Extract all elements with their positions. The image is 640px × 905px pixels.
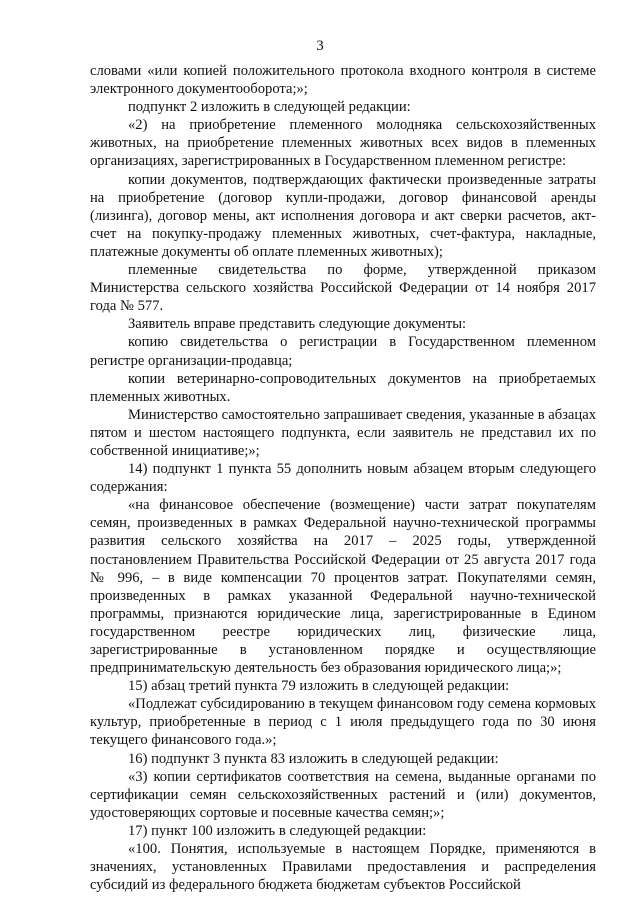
paragraph: «на финансовое обеспечение (возмещение) части затрат покупателям семян, произведенных в рамках Федеральной научно-технической программы развития сельского хозяйства на 2017 – 2025 годы, утвержденной постановлением Правительства Российской Федерации от 25 августа 2017 года № 996, – в виде компенсации 70 процентов затрат. Покупателями семян, произведенных в рамках указанной Федеральной научно-технической программы, признаются юридические лица, зарегистрированные в Едином государственном реестре юридических лиц, физические лица, зарегистрированные в установленном порядке и осуществляющие предпринимательскую деятельность без образования юридического лица;»;: [90, 497, 596, 677]
paragraph: «Подлежат субсидированию в текущем финансовом году семена кормовых культур, приобретенные в период с 1 июля предыдущего года по 30 июня текущего финансового года.»;: [90, 696, 596, 749]
paragraph: 16) подпункт 3 пункта 83 изложить в следующей редакции:: [128, 750, 499, 767]
document-body: [90, 62, 596, 894]
paragraph: «2) на приобретение племенного молодняка сельскохозяйственных животных, на приобретение племенных животных всех видов в племенных организациях, зарегистрированных в Государственном племенном регистре:: [90, 117, 596, 170]
paragraph: Заявитель вправе представить следующие документы:: [128, 316, 467, 333]
paragraph: 17) пункт 100 изложить в следующей редакции:: [128, 822, 427, 839]
page-number: 3: [316, 38, 324, 54]
paragraph: племенные свидетельства по форме, утвержденной приказом Министерства сельского хозяйства Российской Федерации от 14 ноября 2017 года № 577.: [90, 262, 596, 315]
paragraph: копии документов, подтверждающих фактически произведенные затраты на приобретение (договор купли-продажи, договор финансовой аренды (лизинга), договор мены, акт исполнения договора и акт сверки расчетов, акт-счет на покупку-продажу племенных животных, счет-фактура, накладные, платежные документы об оплате племенных животных);: [90, 171, 596, 260]
paragraph: Министерство самостоятельно запрашивает сведения, указанные в абзацах пятом и шестом настоящего подпункта, если заявитель не представил их по собственной инициативе;»;: [90, 406, 596, 459]
paragraph: 15) абзац третий пункта 79 изложить в следующей редакции:: [128, 678, 510, 695]
paragraph: копию свидетельства о регистрации в Государственном племенном регистре организации-продавца;: [90, 334, 596, 369]
paragraph: «3) копии сертификатов соответствия на семена, выданные органами по сертификации семян сельскохозяйственных растений и (или) документов, удостоверяющих сортовые и посевные качества семян;»;: [90, 768, 596, 821]
paragraph: словами «или копией положительного протокола входного контроля в системе электронного документооборота;»;: [90, 63, 596, 98]
paragraph: 14) подпункт 1 пункта 55 дополнить новым абзацем вторым следующего содержания:: [90, 461, 596, 496]
paragraph: «100. Понятия, используемые в настоящем Порядке, применяются в значениях, установленных Правилами предоставления и распределения субсидий из федерального бюджета бюджетам субъектов Российской: [90, 841, 596, 894]
paragraph: копии ветеринарно-сопроводительных документов на приобретаемых племенных животных.: [90, 370, 596, 405]
paragraph: подпункт 2 изложить в следующей редакции:: [128, 99, 411, 116]
